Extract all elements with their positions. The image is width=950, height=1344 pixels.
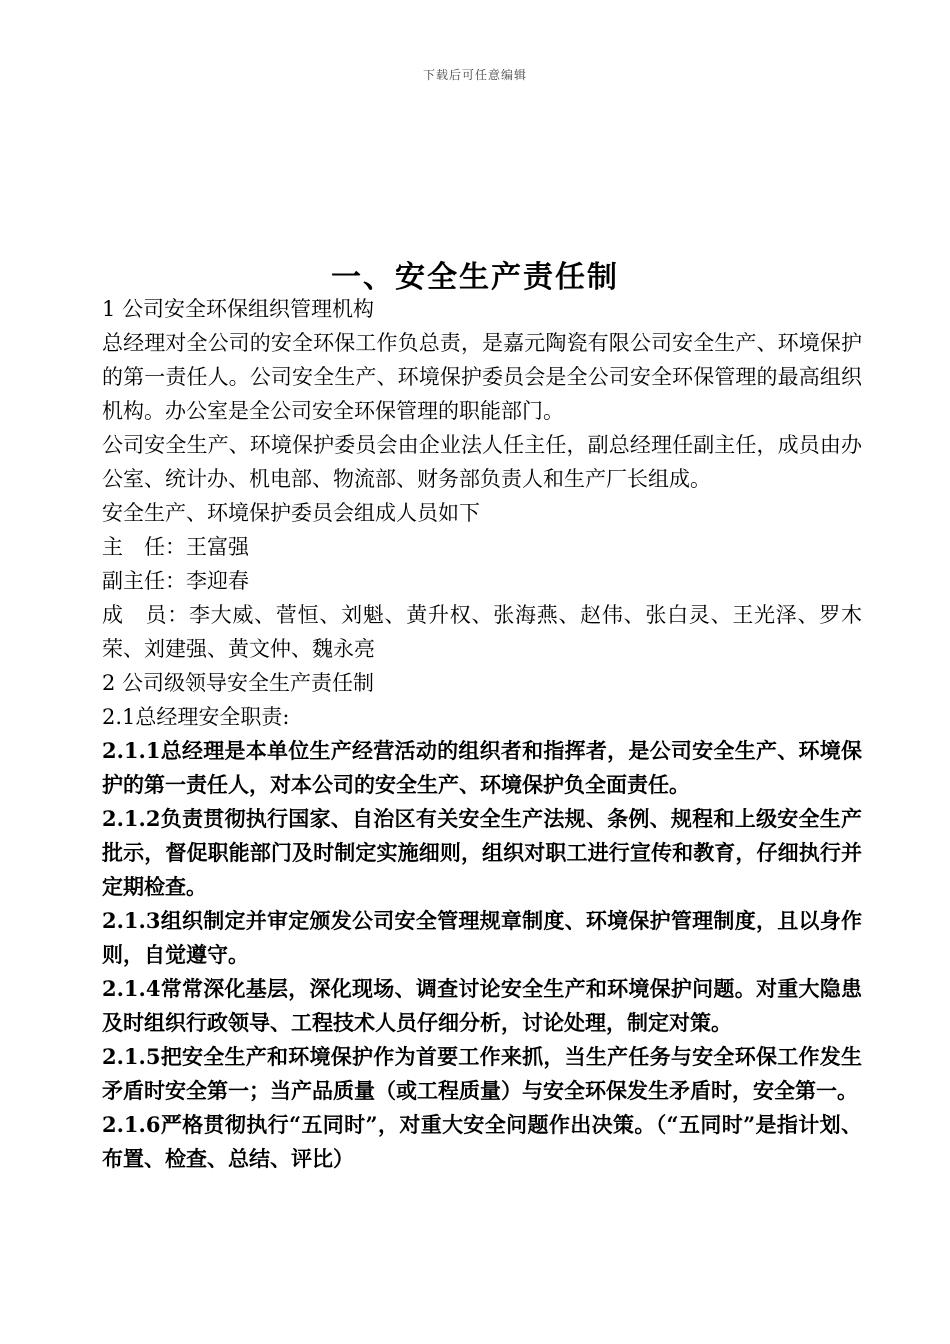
document-title: 一、安全生产责任制 [331,260,619,295]
clause-2-1-5: 2.1.5把安全生产和环境保护作为首要工作来抓，当生产任务与安全环保工作发生矛盾时安全第一；当产品质量（或工程质量）与安全环保发生矛盾时，安全第一。 [102,1044,862,1103]
subsection-heading-2-1: 2.1总经理安全职责: [102,705,290,729]
clause-2-1-3: 2.1.3组织制定并审定颁发公司安全管理规章制度、环境保护管理制度，且以身作则，自觉遵守。 [102,908,862,967]
director-line: 主 任：王富强 [102,535,249,559]
members-line: 成 员：李大威、菅恒、刘魁、黄升权、张海燕、赵伟、张白灵、王光泽、罗木荣、刘建强、黄文仲、魏永亮 [102,603,862,661]
paragraph-members-intro: 安全生产、环境保护委员会组成人员如下 [102,501,480,525]
section-heading-1: 1 公司安全环保组织管理机构 [102,297,375,321]
paragraph-organization: 总经理对全公司的安全环保工作负总责，是嘉元陶瓷有限公司安全生产、环境保护的第一责任人。公司安全生产、环境保护委员会是全公司安全环保管理的最高组织机构。办公室是全公司安全环保管理的职能部门。 [102,331,862,423]
paragraph-committee: 公司安全生产、环境保护委员会由企业法人任主任，副总经理任副主任，成员由办公室、统计办、机电部、物流部、财务部负责人和生产厂长组成。 [102,433,862,491]
clause-2-1-2: 2.1.2负责贯彻执行国家、自治区有关安全生产法规、条例、规程和上级安全生产批示，督促职能部门及时制定实施细则，组织对职工进行宣传和教育，仔细执行并定期检查。 [102,806,862,899]
deputy-director-line: 副主任：李迎春 [102,569,249,593]
section-heading-2: 2 公司级领导安全生产责任制 [102,671,375,695]
clause-2-1-1: 2.1.1总经理是本单位生产经营活动的组织者和指挥者，是公司安全生产、环境保护的第一责任人，对本公司的安全生产、环境保护负全面责任。 [102,738,862,797]
page-header-note: 下载后可任意编辑 [422,68,527,82]
clause-2-1-6: 2.1.6严格贯彻执行“五同时”，对重大安全问题作出决策。（“五同时”是指计划、布置、检查、总结、评比） [102,1112,862,1171]
document-body [102,292,862,1176]
clause-2-1-4: 2.1.4常常深化基层，深化现场、调查讨论安全生产和环境保护问题。对重大隐患及时组织行政领导、工程技术人员仔细分析，讨论处理，制定对策。 [102,976,862,1035]
